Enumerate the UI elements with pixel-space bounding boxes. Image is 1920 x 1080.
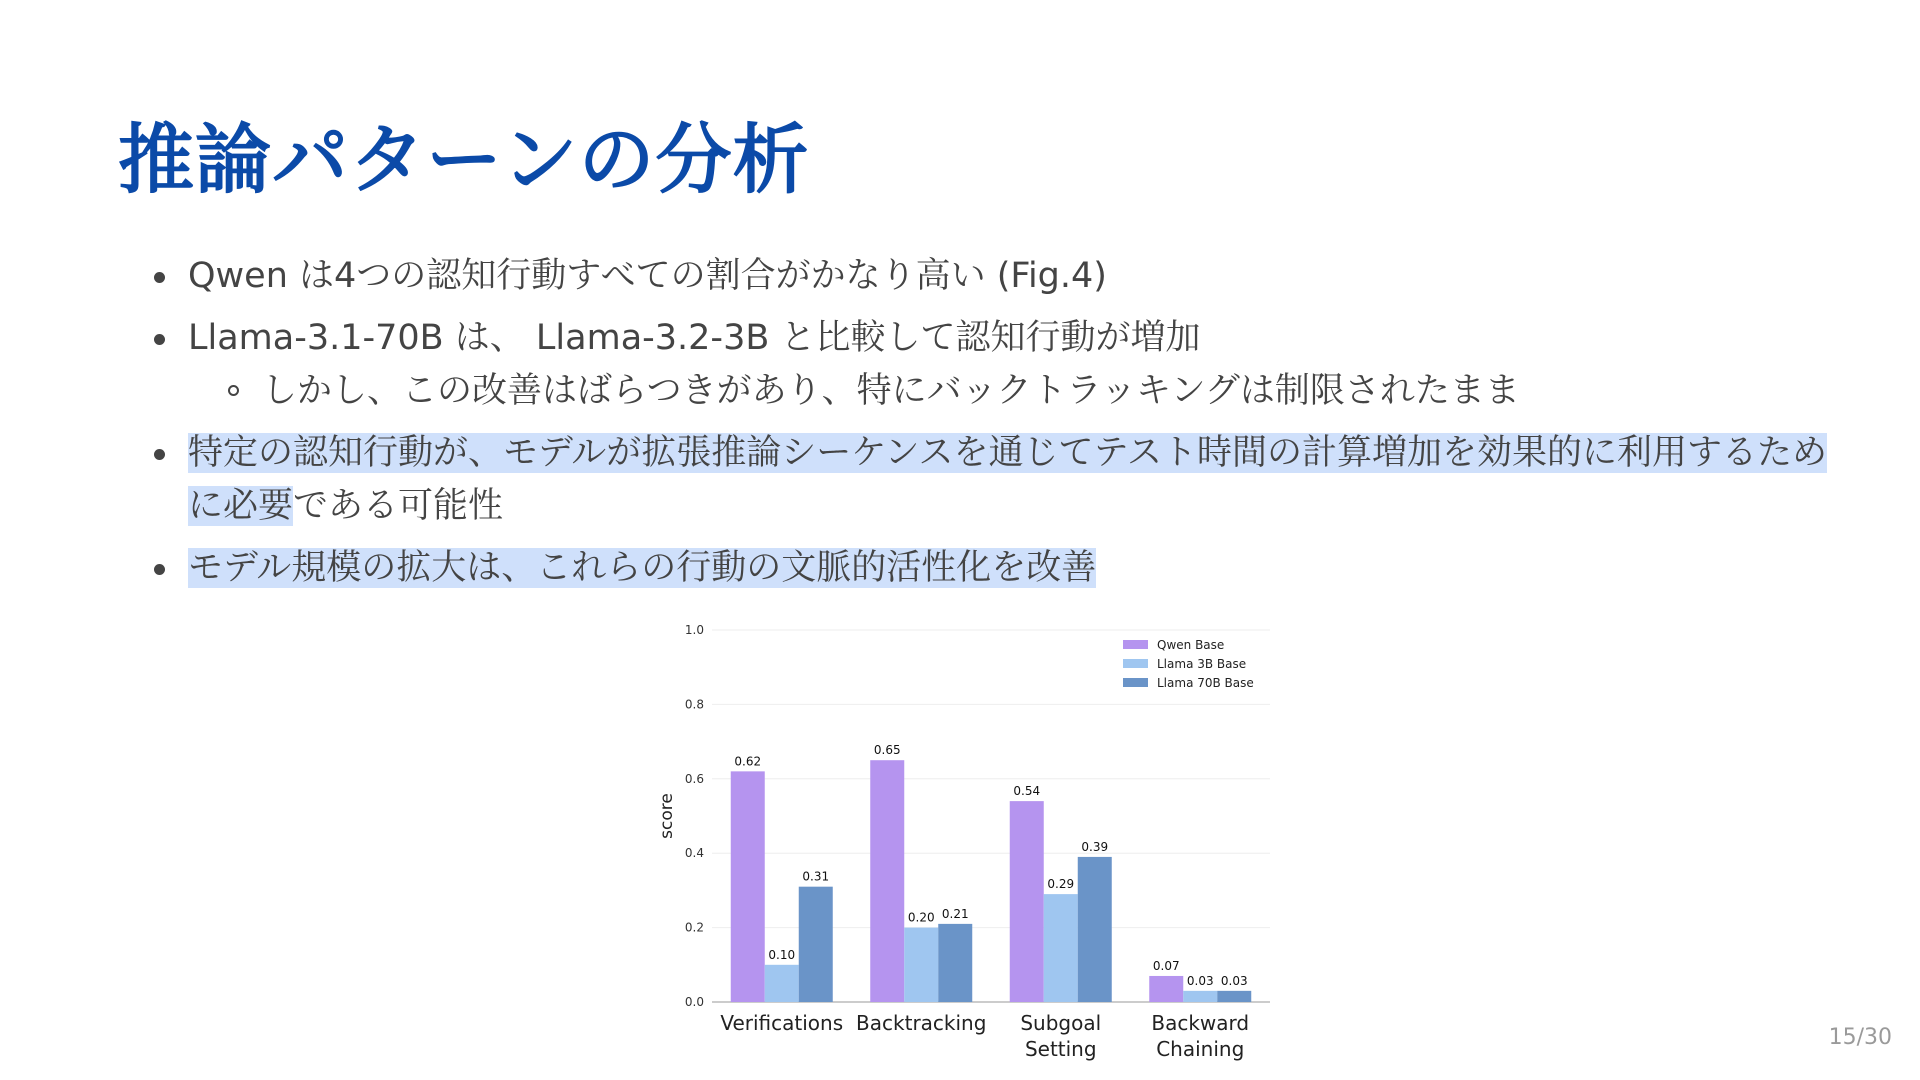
data-label: 0.03 bbox=[1220, 973, 1248, 988]
y-tick-label: 0.8 bbox=[684, 697, 704, 712]
bar bbox=[1044, 894, 1078, 1002]
y-tick-label: 0.2 bbox=[684, 920, 704, 935]
data-label: 0.31 bbox=[802, 869, 830, 884]
sub-bullet-item bbox=[262, 365, 1838, 418]
bullet-text: Llama-3.1-70B は、 Llama-3.2-3B と比較して認知行動が増加 bbox=[188, 318, 1201, 358]
bar bbox=[1010, 801, 1044, 1002]
y-tick-label: 0.4 bbox=[684, 846, 704, 861]
data-label: 0.54 bbox=[1013, 784, 1041, 799]
y-axis-label: score bbox=[657, 793, 677, 839]
x-tick-label: Subgoal bbox=[1020, 1011, 1102, 1035]
bar bbox=[870, 760, 904, 1002]
data-label: 0.20 bbox=[907, 910, 935, 925]
legend-swatch bbox=[1123, 678, 1148, 687]
x-tick-label: Setting bbox=[1024, 1037, 1097, 1061]
bar bbox=[1183, 991, 1217, 1002]
bar bbox=[765, 965, 799, 1002]
sub-bullet-circle bbox=[228, 385, 239, 396]
data-label: 0.29 bbox=[1047, 877, 1075, 892]
bar bbox=[731, 771, 765, 1002]
highlighted-text: 特定の認知行動が、モデルが拡張推論シーケンスを通じてテスト時間の計算増加を効果的に利用するために必要 bbox=[188, 433, 1828, 526]
bullet-item bbox=[188, 427, 1838, 533]
bar bbox=[938, 924, 972, 1002]
page-number: 15/30 bbox=[1828, 1025, 1892, 1050]
bar-chart bbox=[650, 615, 1290, 1075]
data-label: 0.07 bbox=[1152, 958, 1180, 973]
legend-swatch bbox=[1123, 640, 1148, 649]
y-tick-label: 1.0 bbox=[684, 623, 704, 637]
bar bbox=[904, 928, 938, 1002]
data-label: 0.21 bbox=[941, 906, 969, 921]
bullet-text: である可能性 bbox=[293, 486, 504, 526]
highlighted-text: モデル規模の拡大は、これらの行動の文脈的活性化を改善 bbox=[188, 548, 1097, 588]
bullet-item bbox=[188, 312, 1838, 418]
legend-label: Llama 3B Base bbox=[1157, 657, 1247, 671]
bullet-text: Qwen は4つの認知行動すべての割合がかなり高い (Fig.4) bbox=[188, 256, 1107, 296]
y-tick-label: 0.6 bbox=[684, 771, 704, 786]
x-tick-label: Verifications bbox=[720, 1011, 844, 1035]
bar bbox=[799, 887, 833, 1002]
data-label: 0.10 bbox=[768, 947, 796, 962]
bullet-item bbox=[188, 250, 1838, 303]
data-label: 0.65 bbox=[873, 743, 901, 758]
data-label: 0.39 bbox=[1081, 839, 1109, 854]
bullet-item bbox=[188, 542, 1838, 595]
bar bbox=[1149, 976, 1183, 1002]
bullet-dot bbox=[154, 334, 165, 345]
bullet-list bbox=[188, 250, 1838, 604]
legend-label: Qwen Base bbox=[1157, 638, 1225, 652]
legend-label: Llama 70B Base bbox=[1157, 676, 1254, 690]
slide-title: 推論パターンの分析 bbox=[118, 115, 810, 204]
x-tick-label: Chaining bbox=[1156, 1037, 1245, 1061]
y-tick-label: 0.0 bbox=[684, 995, 704, 1009]
x-tick-label: Backward bbox=[1151, 1011, 1250, 1035]
bullet-dot bbox=[154, 272, 165, 283]
bar bbox=[1078, 857, 1112, 1002]
legend-swatch bbox=[1123, 659, 1148, 668]
bullet-dot bbox=[154, 449, 165, 460]
x-tick-label: Backtracking bbox=[856, 1011, 987, 1035]
bullet-dot bbox=[154, 564, 165, 575]
sub-bullet-text: しかし、この改善はばらつきがあり、特にバックトラッキングは制限されたまま bbox=[262, 371, 1520, 411]
data-label: 0.62 bbox=[734, 754, 762, 769]
bar-chart-svg bbox=[650, 615, 1290, 1075]
bar bbox=[1217, 991, 1251, 1002]
data-label: 0.03 bbox=[1186, 973, 1214, 988]
